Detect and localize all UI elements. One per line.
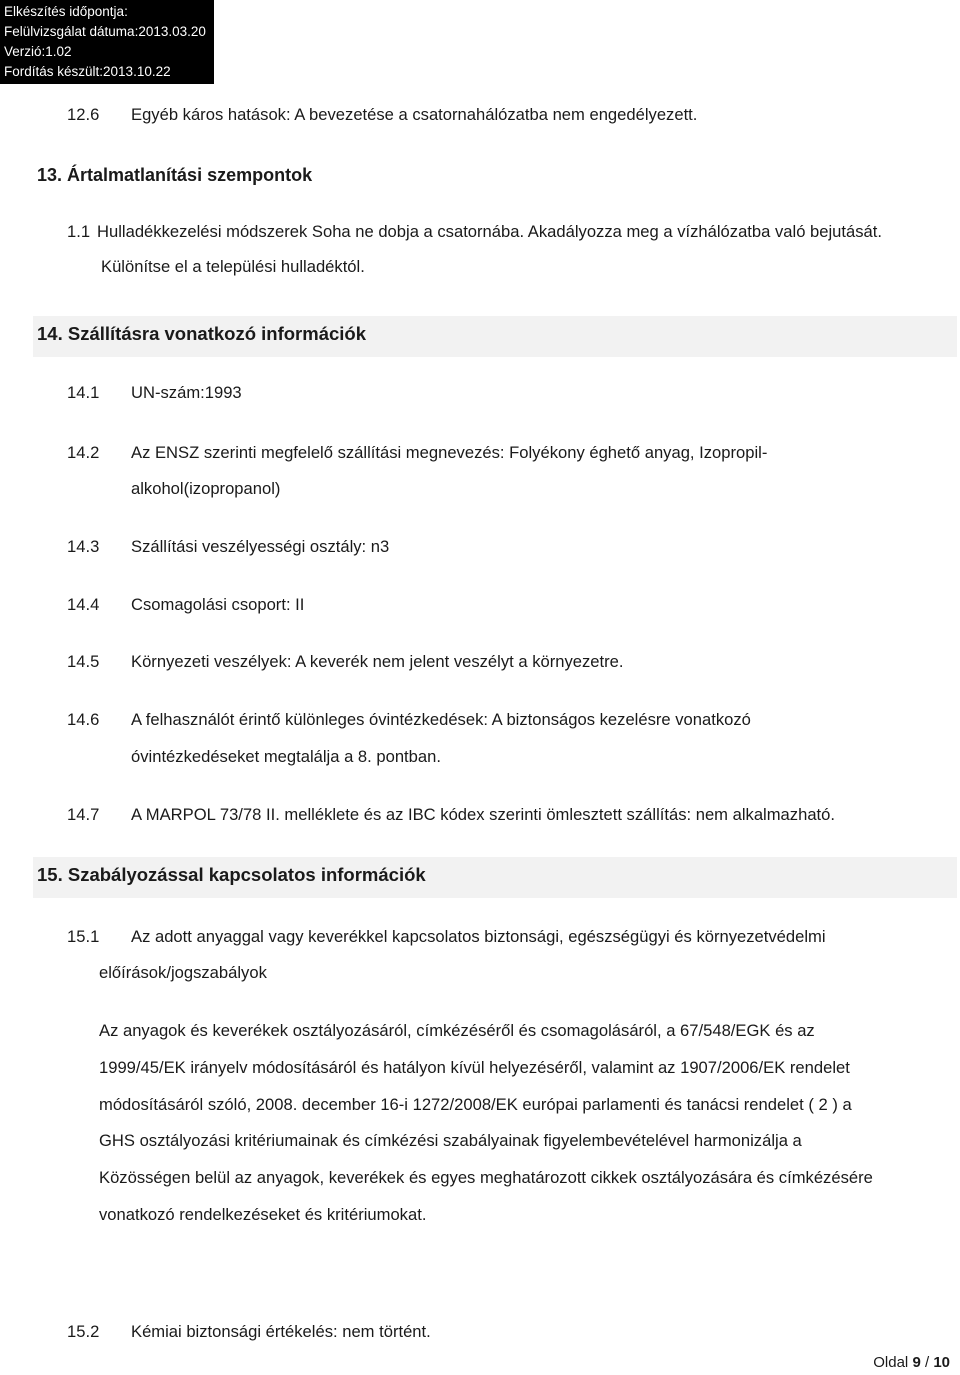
item-text: A MARPOL 73/78 II. melléklete és az IBC kódex szerinti ömlesztett szállítás: nem alkalmazható. — [131, 805, 835, 824]
header-created: Elkészítés időpontja: — [4, 4, 128, 19]
item-number: 14.5 — [67, 652, 100, 671]
page-indicator — [873, 1353, 950, 1373]
item-text: Kémiai biztonsági értékelés: nem történt. — [131, 1322, 431, 1341]
item-number: 12.6 — [67, 105, 100, 124]
regulation-paragraph-line: Közösségen belül az anyagok, keverékek és egyes meghatározott cikkek osztályozására és címkézésére — [99, 1168, 873, 1187]
header-revised: Felülvizsgálat dátuma:2013.03.20 — [4, 24, 206, 39]
header-version: Verzió:1.02 — [4, 44, 72, 59]
regulation-paragraph-line: Az anyagok és keverékek osztályozásáról, címkézéséről és csomagolásáról, a 67/548/EGK és az — [99, 1021, 815, 1040]
item-number: 15.1 — [67, 927, 100, 946]
item-text: Az ENSZ szerinti megfelelő szállítási megnevezés: Folyékony éghető anyag, Izopropil- — [131, 443, 768, 462]
section-title-15: 15. Szabályozással kapcsolatos információk — [37, 864, 426, 885]
item-text-cont: alkohol(izopropanol) — [131, 479, 281, 498]
item-text: Hulladékkezelési módszerek Soha ne dobja a csatornába. Akadályozza meg a vízhálózatba való bejutását. — [97, 222, 882, 241]
item-number: 14.1 — [67, 383, 100, 402]
item-number: 1.1 — [67, 222, 91, 241]
item-text: UN-szám:1993 — [131, 383, 242, 402]
item-number: 14.2 — [67, 443, 100, 462]
page-total: 10 — [933, 1354, 950, 1371]
item-text-cont: előírások/jogszabályok — [99, 963, 267, 982]
regulation-paragraph-line: vonatkozó rendelkezéseket és kritériumokat. — [99, 1205, 427, 1224]
page-label: Oldal — [873, 1354, 909, 1371]
item-number: 14.4 — [67, 595, 100, 614]
regulation-paragraph-line: módosításáról szóló, 2008. december 16-i 1272/2008/EK európai parlamenti és tanácsi rendelet ( 2 ) a — [99, 1095, 852, 1114]
section-title-13: 13. Ártalmatlanítási szempontok — [37, 165, 313, 185]
item-text: Környezeti veszélyek: A keverék nem jelent veszélyt a környezetre. — [131, 652, 624, 671]
item-number: 14.6 — [67, 710, 100, 729]
item-number: 14.7 — [67, 805, 100, 824]
item-text: Csomagolási csoport: II — [131, 595, 305, 614]
item-text: Egyéb káros hatások: A bevezetése a csatornahálózatba nem engedélyezett. — [131, 105, 698, 124]
item-text: A felhasználót érintő különleges óvintézkedések: A biztonságos kezelésre vonatkozó — [131, 710, 751, 729]
item-number: 14.3 — [67, 537, 100, 556]
document-header — [0, 0, 214, 84]
item-text: Szállítási veszélyességi osztály: n3 — [131, 537, 390, 556]
page-separator: / — [924, 1354, 930, 1371]
regulation-paragraph-line: GHS osztályozási kritériumainak és címkézési szabályainak figyelembevételével harmonizálja a — [99, 1131, 802, 1150]
page-current: 9 — [912, 1354, 921, 1371]
section-title-14: 14. Szállításra vonatkozó információk — [37, 323, 366, 344]
header-translated: Fordítás készült:2013.10.22 — [4, 64, 171, 79]
item-text-cont: Különítse el a települési hulladéktól. — [101, 257, 365, 276]
item-text: Az adott anyaggal vagy keverékkel kapcsolatos biztonsági, egészségügyi és környezetvédelmi — [131, 927, 826, 946]
item-number: 15.2 — [67, 1322, 100, 1341]
item-text-cont: óvintézkedéseket megtalálja a 8. pontban. — [131, 747, 441, 766]
regulation-paragraph-line: 1999/45/EK irányelv módosításáról és hatályon kívül helyezéséről, valamint az 1907/2006/EK rendelet — [99, 1058, 850, 1077]
